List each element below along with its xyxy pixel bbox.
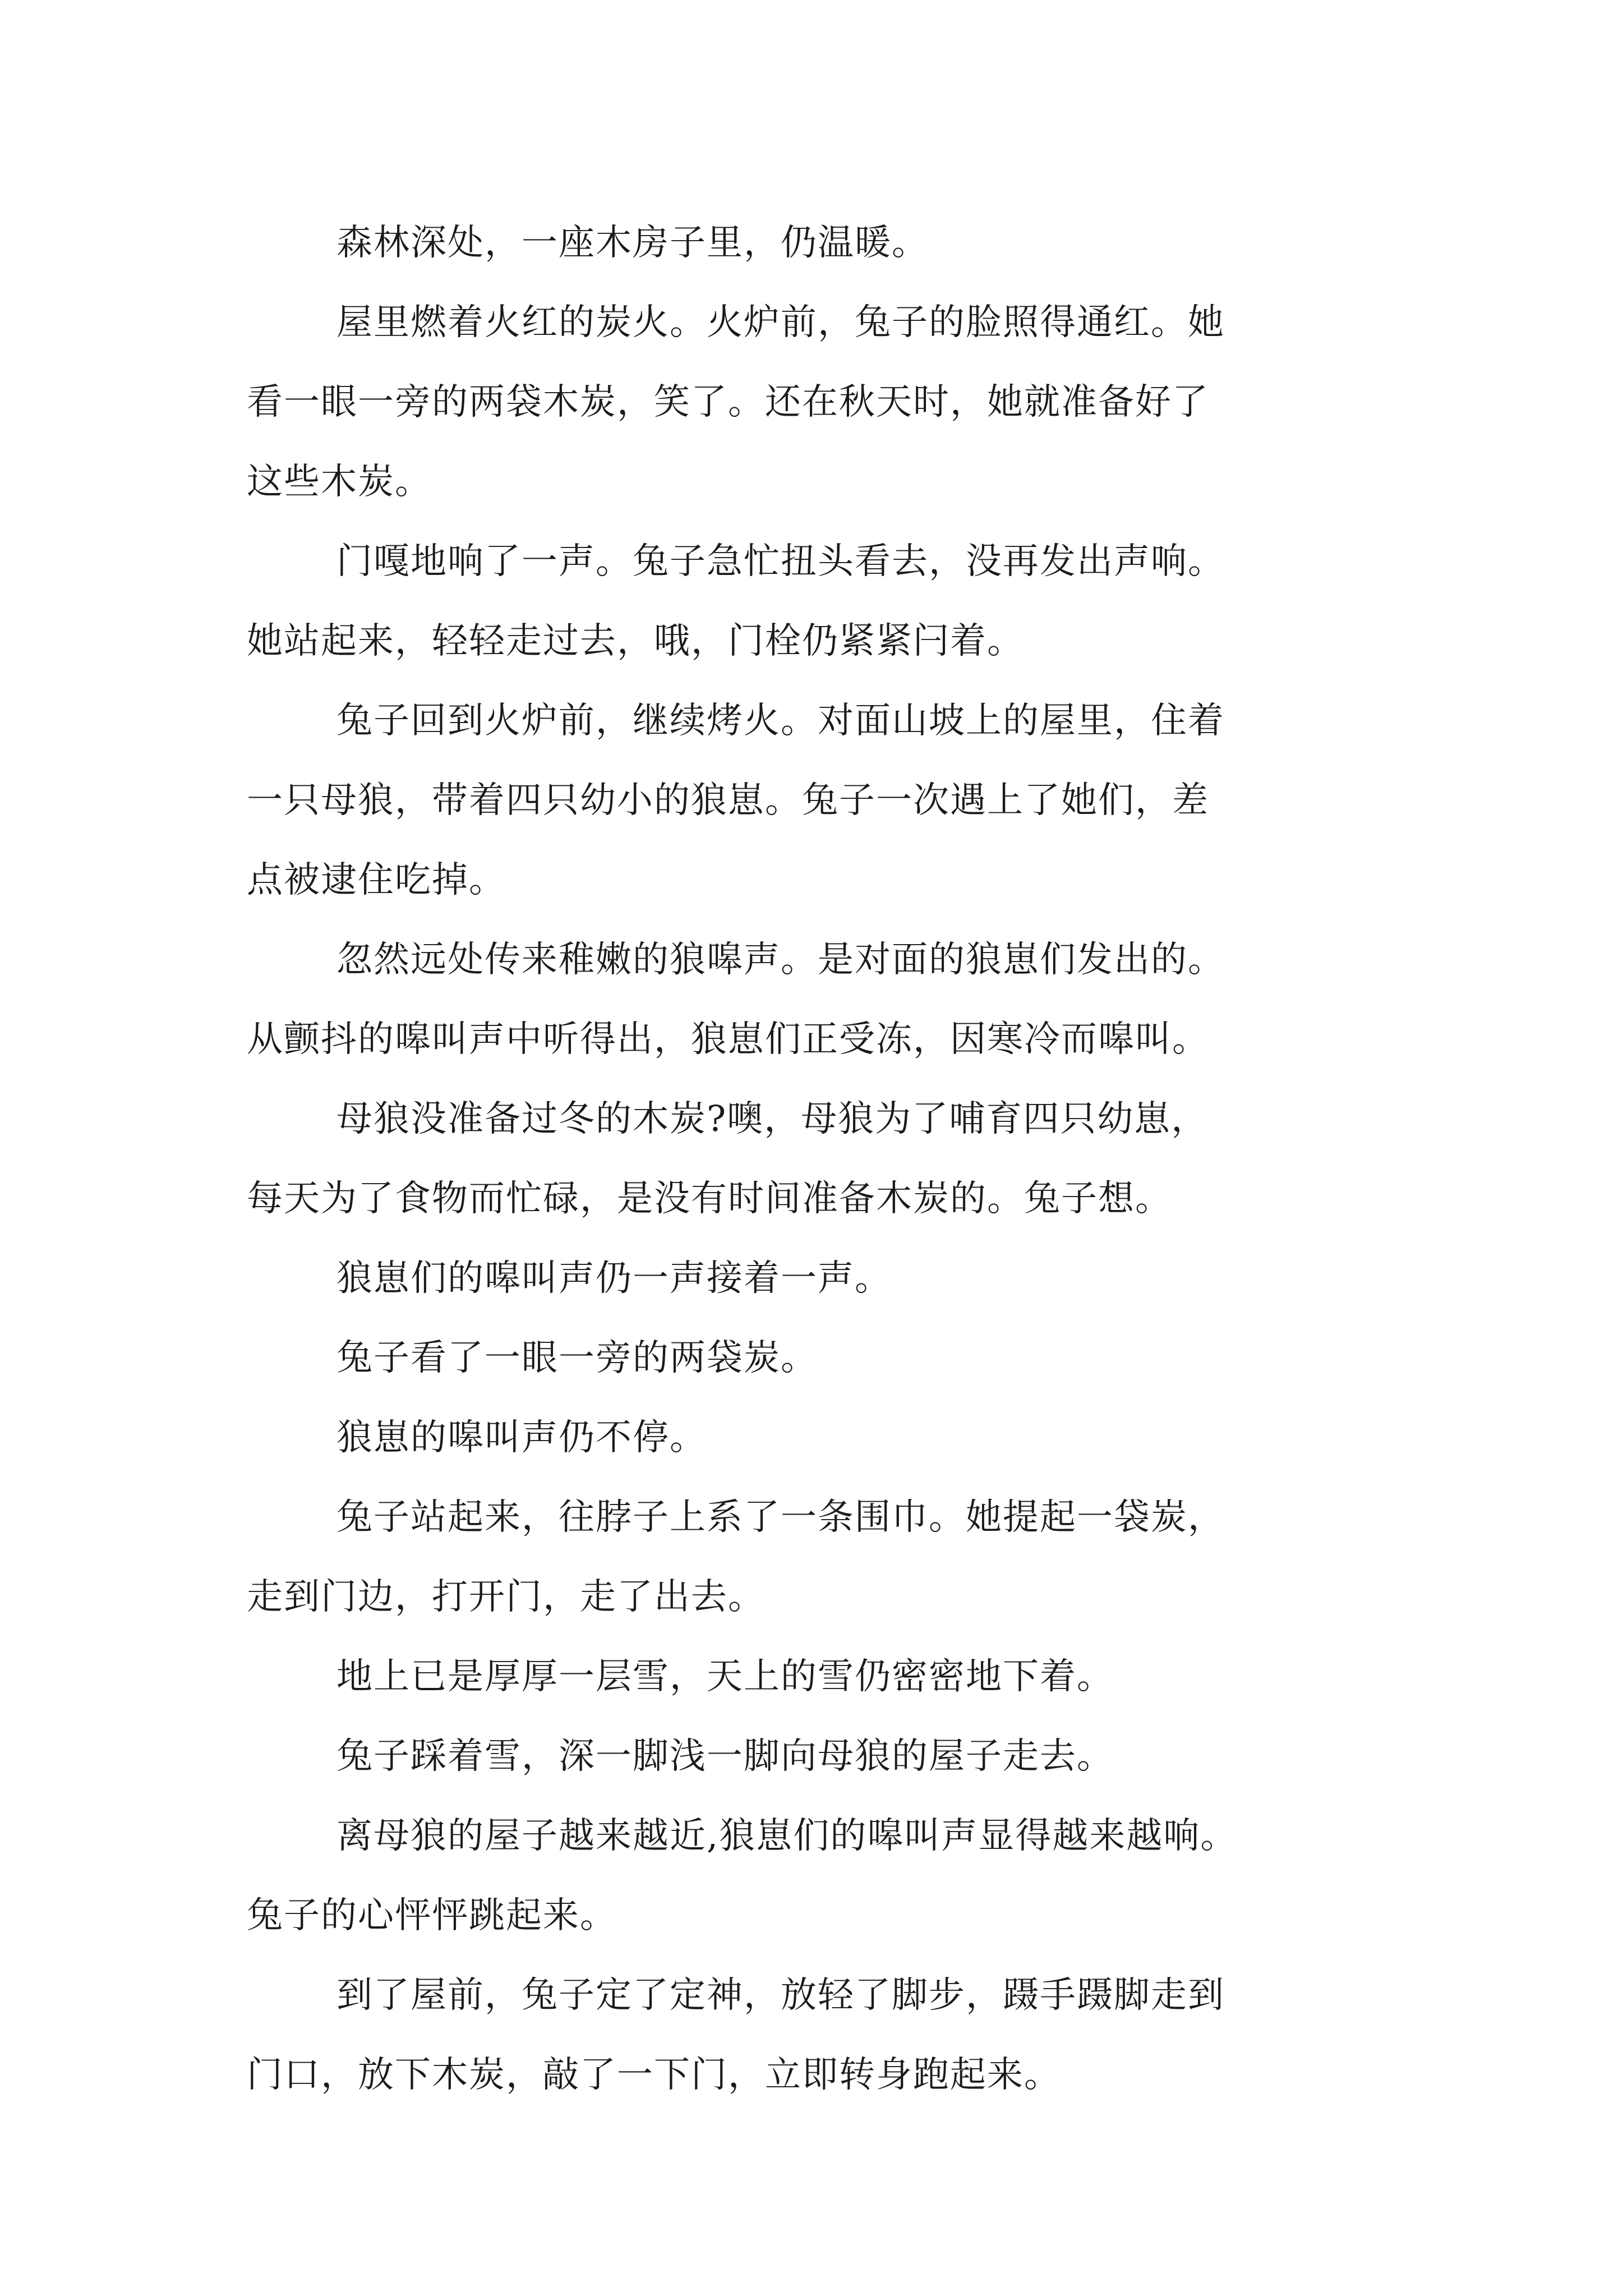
paragraph-line: 她站起来，轻轻走过去，哦，门栓仍紧紧闩着。 [247, 620, 1024, 662]
paragraph-line: 从颤抖的嗥叫声中听得出，狼崽们正受冻，因寒冷而嗥叫。 [247, 1019, 1209, 1060]
story-paragraph [247, 1796, 1402, 1955]
paragraph-line: 屋里燃着火红的炭火。火炉前，兔子的脸照得通红。她 [336, 302, 1225, 343]
story-paragraph [247, 1318, 1402, 1398]
story-paragraph [247, 1079, 1402, 1239]
paragraph-line: 每天为了食物而忙碌，是没有时间准备木炭的。兔子想。 [247, 1178, 1172, 1220]
paragraph-line: 看一眼一旁的两袋木炭，笑了。还在秋天时，她就准备好了 [247, 381, 1209, 423]
paragraph-line: 兔子踩着雪，深一脚浅一脚向母狼的屋子走去。 [336, 1736, 1114, 1777]
story-paragraph [247, 681, 1402, 920]
paragraph-line: 门口，放下木炭，敲了一下门，立即转身跑起来。 [247, 2054, 1061, 2096]
story-text [247, 203, 1402, 2115]
paragraph-line: 狼崽们的嗥叫声仍一声接着一声。 [336, 1258, 892, 1299]
paragraph-line: 点被逮住吃掉。 [247, 859, 506, 901]
story-paragraph [247, 1955, 1402, 2115]
paragraph-line: 地上已是厚厚一层雪，天上的雪仍密密地下着。 [336, 1656, 1114, 1697]
paragraph-line: 兔子看了一眼一旁的两袋炭。 [336, 1337, 818, 1379]
paragraph-line: 这些木炭。 [247, 461, 432, 503]
story-paragraph [247, 522, 1402, 681]
paragraph-line: 门嘎地响了一声。兔子急忙扭头看去，没再发出声响。 [336, 541, 1225, 582]
story-paragraph [247, 1239, 1402, 1318]
paragraph-line: 一只母狼，带着四只幼小的狼崽。兔子一次遇上了她们，差 [247, 780, 1209, 821]
story-paragraph [247, 1637, 1402, 1717]
paragraph-line: 到了屋前，兔子定了定神，放轻了脚步，蹑手蹑脚走到 [336, 1975, 1225, 2016]
paragraph-line: 狼崽的嗥叫声仍不停。 [336, 1417, 707, 1458]
paragraph-line: 忽然远处传来稚嫩的狼嗥声。是对面的狼崽们发出的。 [336, 939, 1225, 981]
paragraph-line: 走到门边，打开门，走了出去。 [247, 1576, 765, 1618]
paragraph-line: 离母狼的屋子越来越近,狼崽们的嗥叫声显得越来越响。 [336, 1815, 1238, 1857]
story-paragraph [247, 283, 1402, 522]
story-paragraph [247, 1478, 1402, 1637]
paragraph-line: 兔子回到火炉前，继续烤火。对面山坡上的屋里，住着 [336, 700, 1225, 742]
paragraph-line: 森林深处，一座木房子里，仍温暖。 [336, 222, 929, 264]
paragraph-line: 母狼没准备过冬的木炭?噢，母狼为了哺育四只幼崽， [336, 1098, 1209, 1140]
story-paragraph [247, 203, 1402, 283]
story-paragraph [247, 1717, 1402, 1796]
paragraph-line: 兔子站起来，往脖子上系了一条围巾。她提起一袋炭， [336, 1497, 1225, 1538]
paragraph-line: 兔子的心怦怦跳起来。 [247, 1895, 617, 1936]
story-paragraph [247, 920, 1402, 1079]
story-paragraph [247, 1398, 1402, 1478]
